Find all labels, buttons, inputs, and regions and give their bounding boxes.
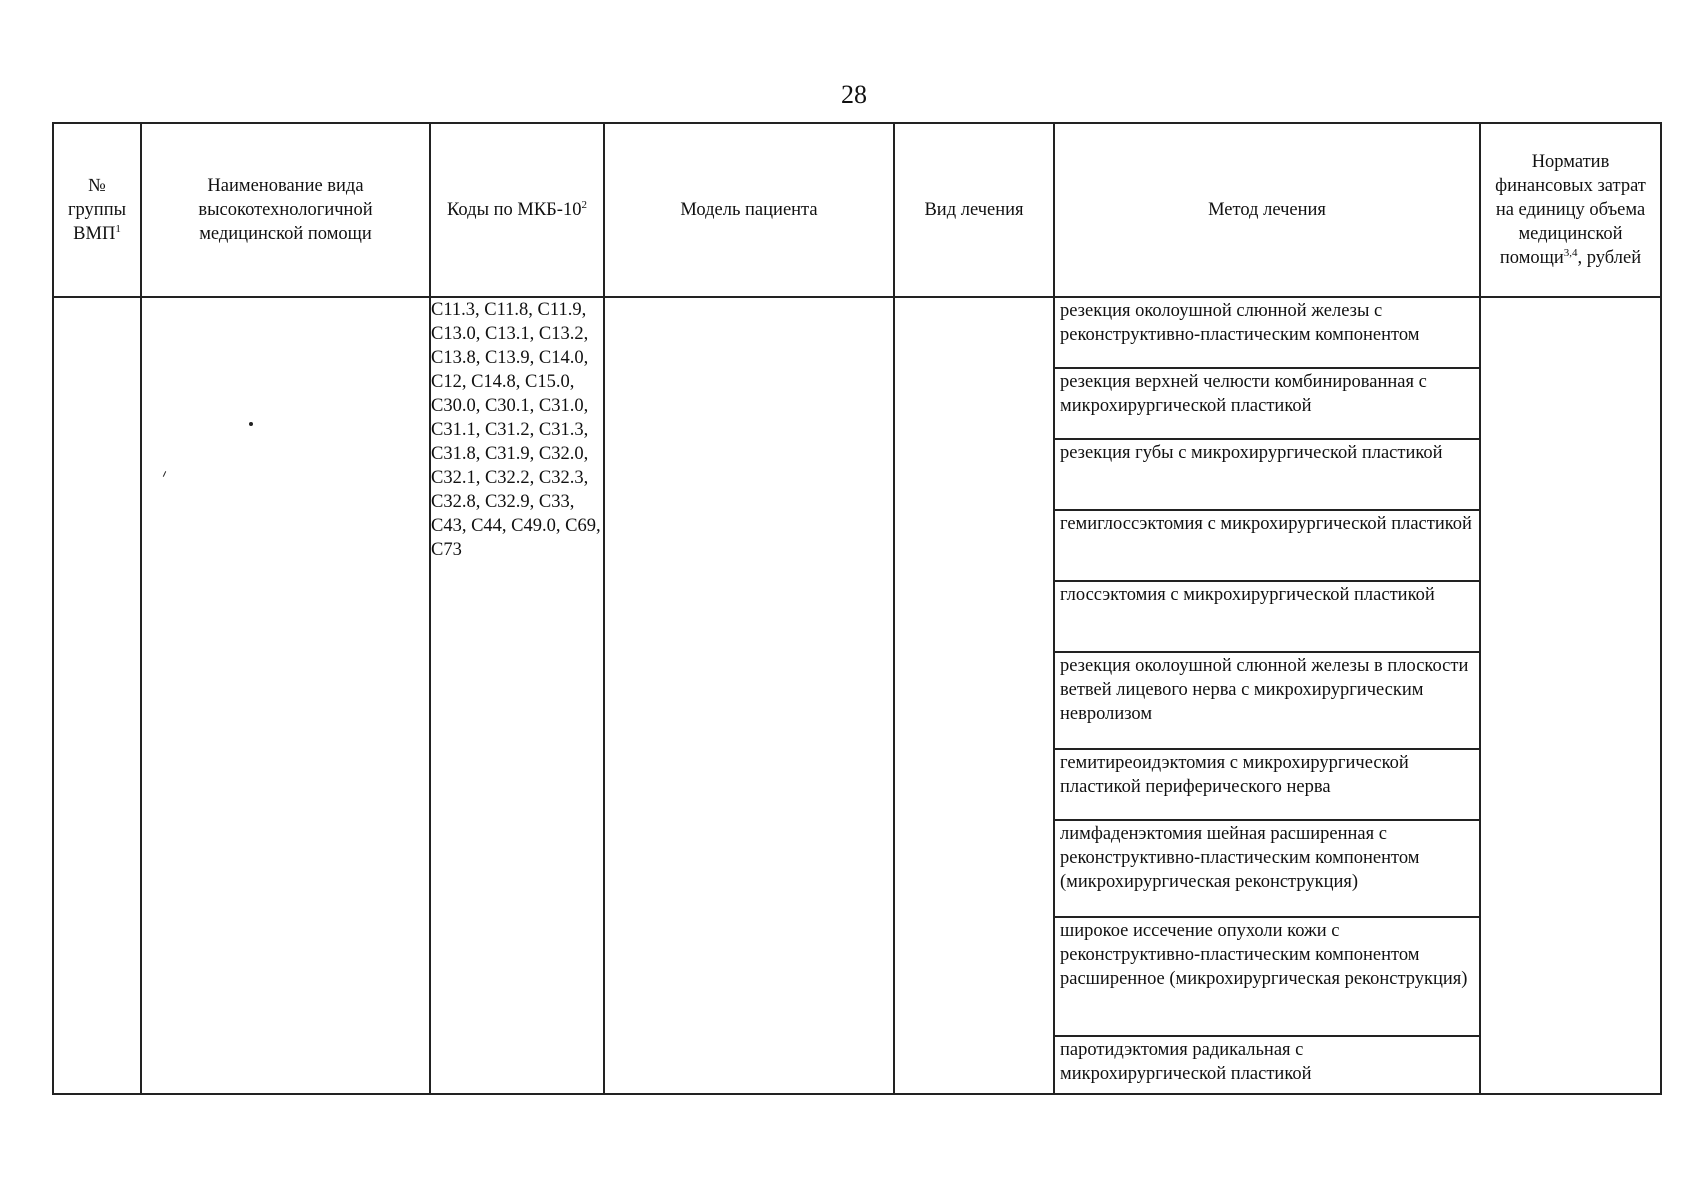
method-item: глоссэктомия с микрохирургической пластикой — [1055, 580, 1479, 651]
method-item: гемитиреоидэктомия с микрохирургической пластикой периферического нерва — [1055, 748, 1479, 819]
header-group: № группы ВМП$^1$ — [53, 123, 141, 297]
method-list — [1055, 298, 1479, 1093]
table-row — [53, 297, 1661, 1094]
cell-treatment-type — [894, 297, 1054, 1094]
method-item: резекция околоушной слюнной железы с реконструктивно-пластическим компонентом — [1060, 301, 1420, 346]
header-row — [53, 123, 1661, 297]
cell-methods — [1054, 297, 1480, 1094]
method-item: резекция околоушной слюнной железы в плоскости ветвей лицевого нерва с микрохирургическим невролизом — [1055, 651, 1479, 748]
method-item: паротидэктомия радикальная с микрохирургической пластикой — [1055, 1035, 1479, 1093]
method-item: лимфаденэктомия шейная расширенная с реконструктивно-пластическим компонентом (микрохирургическая реконструкция) — [1055, 819, 1479, 916]
header-name: Наименование вида высокотехнологичной медицинской помощи — [141, 123, 430, 297]
method-item: широкое иссечение опухоли кожи с реконструктивно-пластическим компонентом расширенное (микрохирургическая реконструкция) — [1055, 916, 1479, 1035]
header-codes: Коды по МКБ-$10^2$ — [430, 123, 604, 297]
method-item: резекция верхней челюсти комбинированная с микрохирургической пластикой — [1055, 367, 1479, 438]
vmp-table — [52, 122, 1662, 1095]
cell-codes: C11.3, C11.8, C11.9, C13.0, C13.1, C13.2, C13.8, C13.9, C14.0, C12, C14.8, C15.0, C30.0, C30.1, C31.0, C31.1, C31.2, C31.3, C31.8, C31.9, C32.0, C32.1, C32.2, C32.3, C32.8, C32.9, C33, C43, C44, C49.0, C69, C73 — [430, 297, 604, 1094]
page-number: 28 — [841, 80, 867, 109]
scan-speck — [249, 422, 253, 426]
header-model: Модель пациента — [604, 123, 894, 297]
header-method: Метод лечения — [1054, 123, 1480, 297]
cell-norm — [1480, 297, 1661, 1094]
header-norm: Норматив финансовых затрат на единицу объема медицинской помощи$^{3,4}$, рублей — [1480, 123, 1661, 297]
cell-name — [141, 297, 430, 1094]
cell-group — [53, 297, 141, 1094]
method-item: резекция губы с микрохирургической пластикой — [1055, 438, 1479, 509]
cell-model — [604, 297, 894, 1094]
header-treatment-type: Вид лечения — [894, 123, 1054, 297]
method-item: гемиглоссэктомия с микрохирургической пластикой — [1055, 509, 1479, 580]
